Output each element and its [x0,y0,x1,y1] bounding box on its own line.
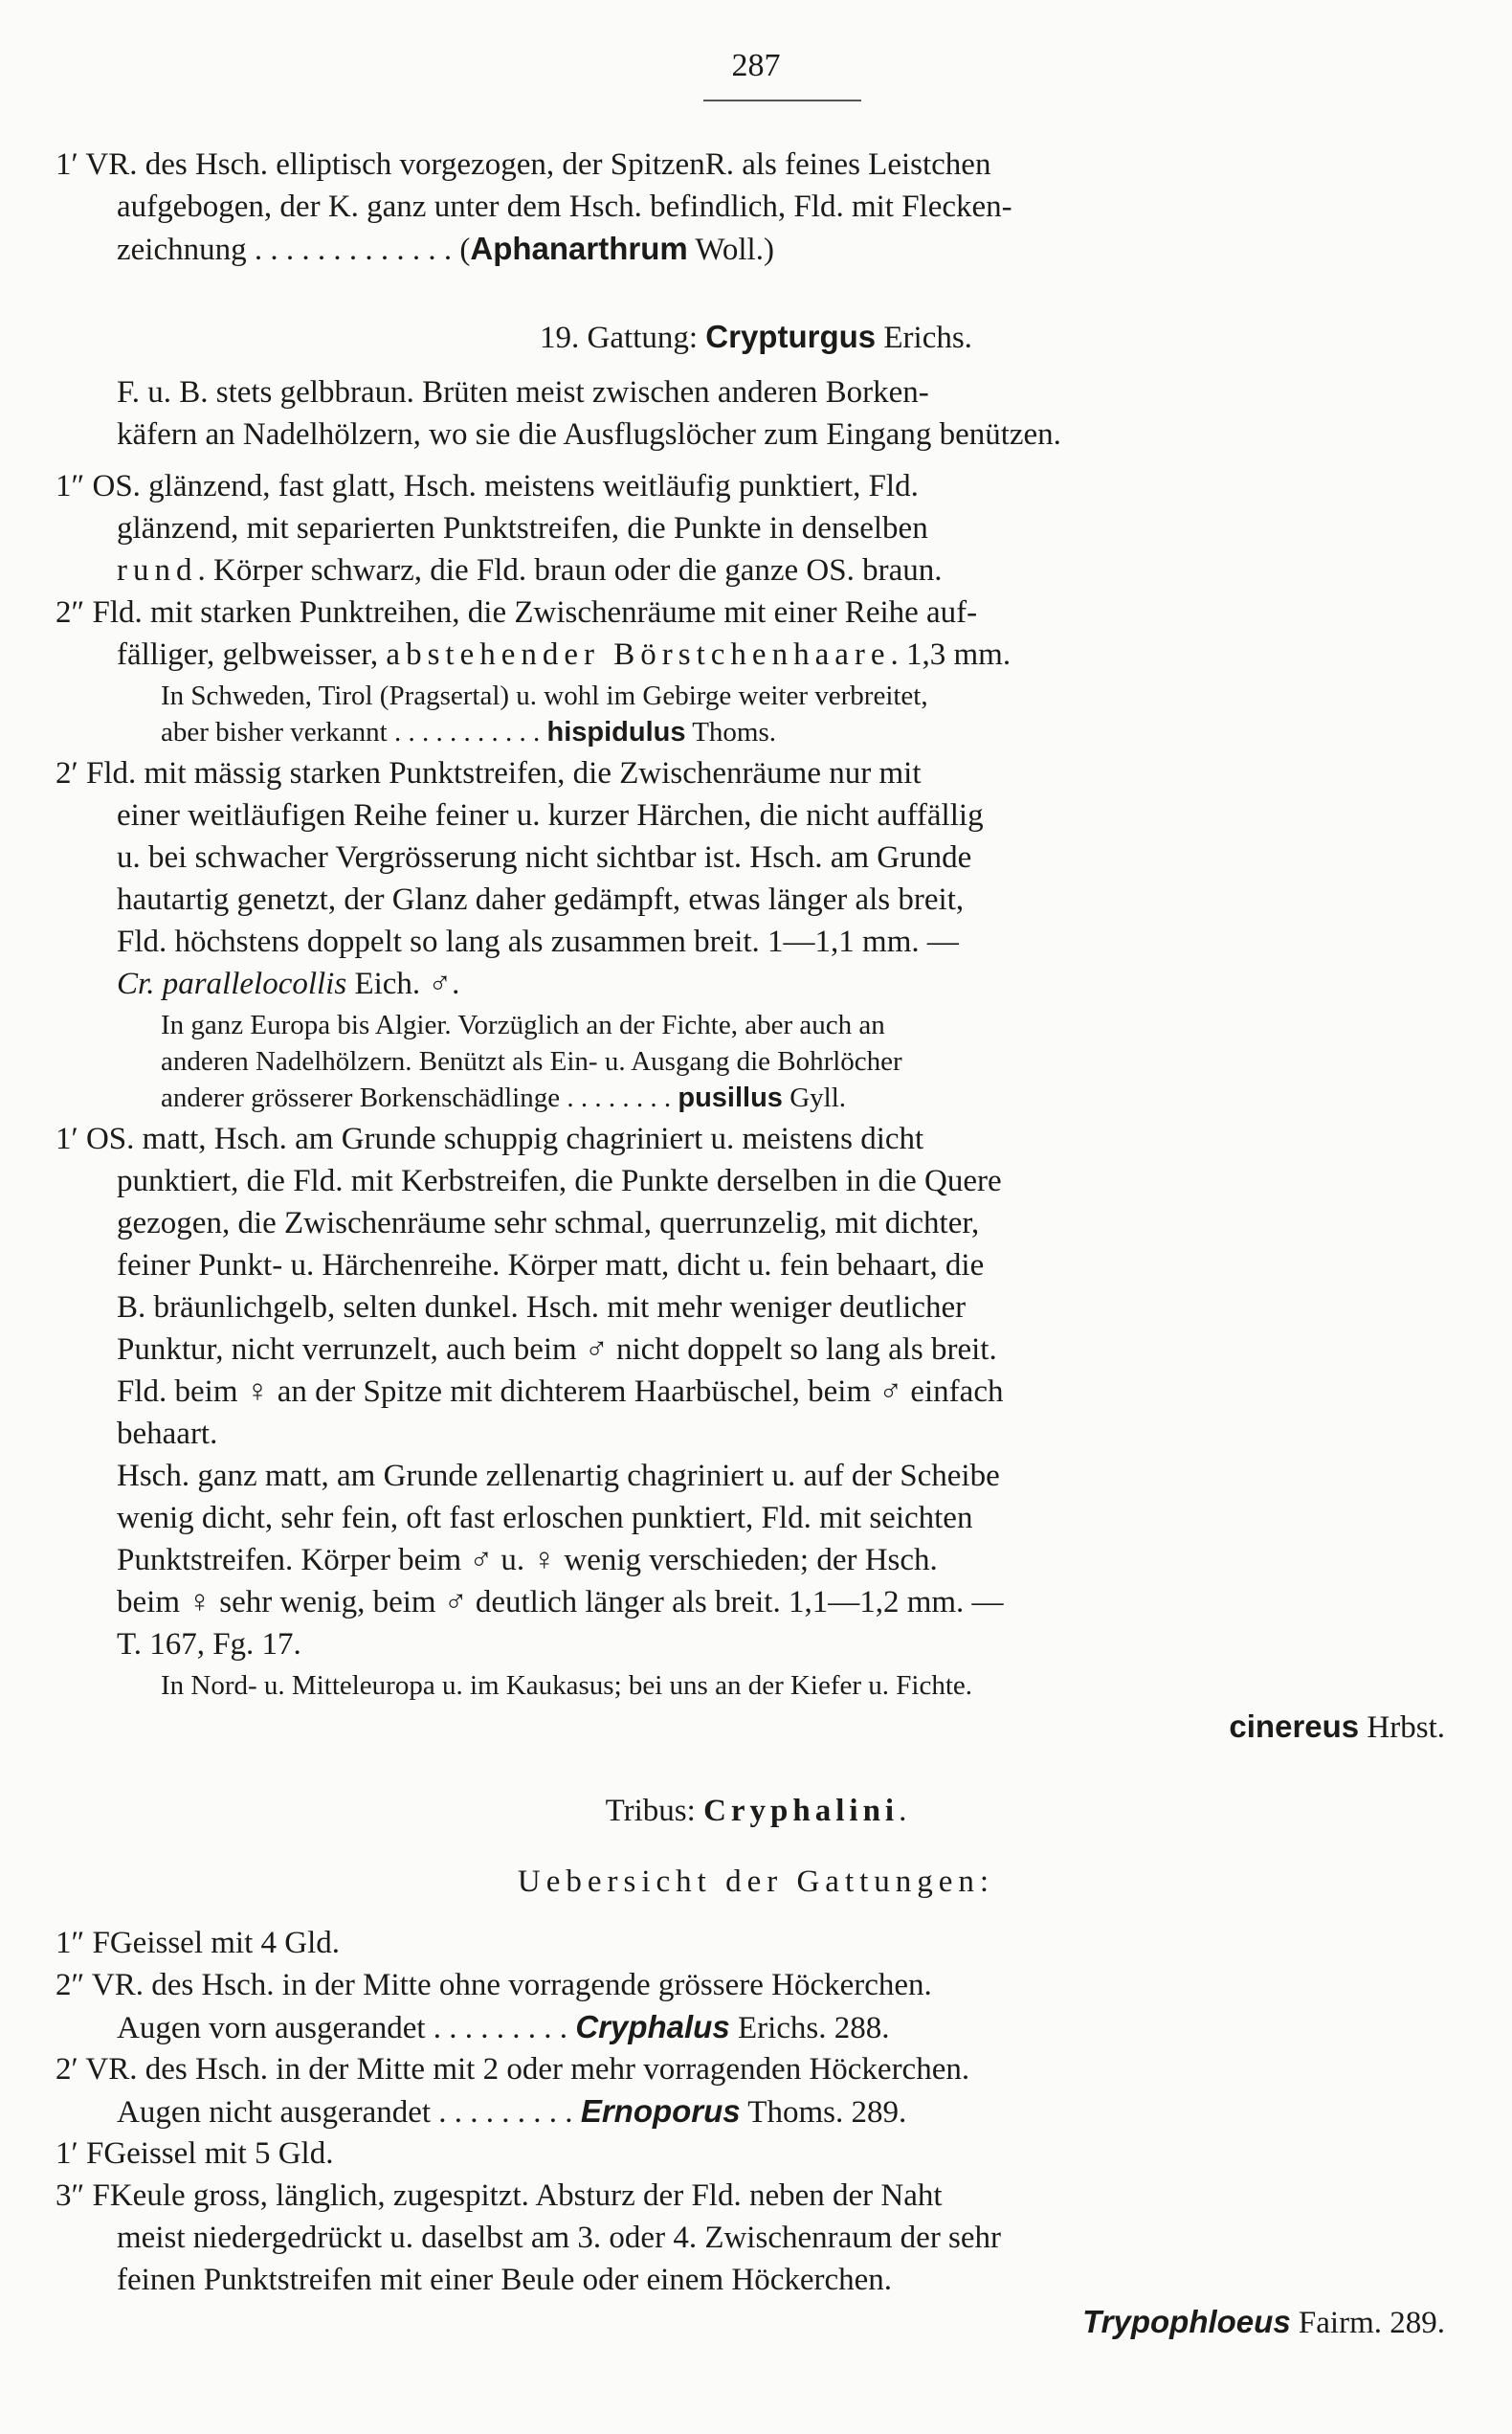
text-run: 3″ FKeule gross, länglich, zugespitzt. Absturz der Fld. neben der Naht [56,2178,943,2213]
text-line [117,921,959,963]
text-line [161,714,776,750]
text-line [117,1623,301,1665]
taxon-name: Crypturgus [705,319,877,354]
text-line [161,1080,846,1116]
text-run: u. bei schwacher Vergrösserung nicht sichtbar ist. Hsch. am Grunde [117,840,972,875]
text-run: . 1,3 mm. [890,637,1012,672]
text-run: Augen vorn ausgerandet . . . . . . . . . [117,2011,576,2045]
text-line [161,1667,972,1704]
text-line [117,186,1012,228]
taxon-name: pusillus [678,1083,783,1113]
text-line [117,371,929,413]
taxon-name: Ernoporus [580,2093,741,2129]
text-run: 1″ OS. glänzend, fast glatt, Hsch. meistens weitläufig punktiert, Fld. [56,469,919,503]
text-line [117,1160,1002,1202]
text-line [117,413,1061,456]
text-run: In Schweden, Tirol (Pragsertal) u. wohl im Gebirge weiter verbreitet, [161,681,928,711]
text-line [117,2090,906,2133]
text-line [0,1861,1512,1903]
text-run: beim ♀ sehr wenig, beim ♂ deutlich länger als breit. 1,1—1,2 mm. — [117,1585,1004,1619]
text-run: rund [117,553,198,588]
text-run: Fairm. 289. [1290,2306,1445,2340]
taxon-name: Aphanarthrum [470,231,688,266]
text-run: 2″ Fld. mit starken Punktreihen, die Zwischenräume mit einer Reihe auf- [56,595,978,630]
text-run: aber bisher verkannt . . . . . . . . . . . [161,717,547,748]
text-run: 1′ OS. matt, Hsch. am Grunde schuppig chagriniert u. meistens dicht [56,1122,924,1156]
text-run: fälliger, gelbweisser, [117,637,387,672]
text-line [117,794,984,837]
text-run: Hsch. ganz matt, am Grunde zellenartig chagriniert u. auf der Scheibe [117,1459,1000,1493]
text-run: Erichs. [876,321,972,355]
text-line [117,1244,984,1286]
text-run: 2′ VR. des Hsch. in der Mitte mit 2 oder mehr vorragenden Höckerchen. [56,2052,970,2087]
taxon-name: cinereus [1229,1708,1360,1744]
text-line [117,1455,1000,1497]
text-line [56,2175,943,2217]
text-line [0,316,1512,359]
text-line [117,879,964,921]
text-line [56,1922,340,1964]
text-run: Punktstreifen. Körper beim ♂ u. ♀ wenig verschieden; der Hsch. [117,1543,938,1577]
text-run: anderer grösserer Borkenschädlinge . . . . . . . . [161,1083,678,1113]
text-line [117,1497,972,1539]
text-line [117,1286,966,1329]
text-line [117,1539,938,1581]
taxon-name: hispidulus [546,717,686,748]
taxon-name: Trypophloeus [1082,2304,1291,2339]
text-run: Eich. ♂. [346,967,460,1001]
text-run: In ganz Europa bis Algier. Vorzüglich an der Fichte, aber auch an [161,1010,885,1040]
text-run: meist niedergedrückt u. daselbst am 3. oder 4. Zwischenraum der sehr [117,2221,1002,2255]
text-run: Hrbst. [1359,1710,1445,1745]
text-run: behaart. [117,1417,218,1451]
page-number-rule [703,100,861,101]
text-line [1082,2301,1445,2344]
text-line [0,1790,1512,1832]
text-line [56,2133,333,2175]
text-run: feiner Punkt- u. Härchenreihe. Körper matt, dicht u. fein behaart, die [117,1248,985,1283]
text-line [56,592,977,634]
text-run: glänzend, mit separierten Punktstreifen, die Punkte in denselben [117,511,928,546]
text-line [161,1007,885,1043]
text-line [117,1413,217,1455]
text-run: F. u. B. stets gelbbraun. Brüten meist zwischen anderen Borken- [117,375,929,410]
text-line [56,752,922,794]
text-line [56,2048,969,2090]
text-run: Erichs. 288. [729,2011,890,2045]
text-run: Gyll. [782,1083,846,1113]
text-line [117,2006,890,2049]
text-run: Fld. höchstens doppelt so lang als zusammen breit. 1—1,1 mm. — [117,925,959,959]
text-run: 19. Gattung: [540,321,706,355]
text-run: 1′ FGeissel mit 5 Gld. [56,2136,334,2171]
text-line [117,837,971,879]
text-run: In Nord- u. Mitteleuropa u. im Kaukasus; bei uns an der Kiefer u. Fichte. [161,1670,973,1701]
text-line [117,228,774,271]
text-run: 2″ VR. des Hsch. in der Mitte ohne vorragende grössere Höckerchen. [56,1968,932,2002]
text-line [117,1371,1003,1413]
text-run: abstehender Börstchenhaare [386,637,891,672]
text-run: 1″ FGeissel mit 4 Gld. [56,1926,340,1960]
text-line [117,634,1011,676]
text-run: anderen Nadelhölzern. Benützt als Ein- u. Ausgang die Bohrlöcher [161,1046,902,1077]
text-line [56,1118,923,1160]
text-run: . Körper schwarz, die Fld. braun oder die ganze OS. braun. [197,553,943,588]
taxon-name: Cryphalus [575,2009,730,2044]
text-run: zeichnung . . . . . . . . . . . . . ( [117,233,471,267]
text-line [117,2217,1001,2259]
text-line [161,1043,902,1080]
text-run: . [899,1794,907,1828]
text-run: Augen nicht ausgerandet . . . . . . . . . [117,2095,581,2130]
text-run: Punktur, nicht verrunzelt, auch beim ♂ nicht doppelt so lang als breit. [117,1332,997,1367]
text-line [56,144,990,186]
text-line [161,678,928,714]
text-run: 2′ Fld. mit mässig starken Punktstreifen, die Zwischenräume nur mit [56,756,922,791]
text-run: Thoms. [685,717,777,748]
text-line [117,549,943,592]
text-run: wenig dicht, sehr fein, oft fast erloschen punktiert, Fld. mit seichten [117,1501,973,1535]
text-line [117,963,459,1005]
text-line [1229,1706,1445,1749]
text-run: Cryphalini [703,1794,900,1828]
text-run: einer weitläufigen Reihe feiner u. kurzer Härchen, die nicht auffällig [117,798,984,833]
text-run: B. bräunlichgelb, selten dunkel. Hsch. mit mehr weniger deutlicher [117,1290,967,1325]
text-run: hautartig genetzt, der Glanz daher gedämpft, etwas länger als breit, [117,882,965,917]
text-run: aufgebogen, der K. ganz unter dem Hsch. befindlich, Fld. mit Flecken- [117,190,1012,224]
page-number: 287 [731,48,781,83]
text-run: Woll.) [687,233,774,267]
text-line [117,2259,892,2301]
text-line [56,1964,932,2006]
text-run: punktiert, die Fld. mit Kerbstreifen, die Punkte derselben in die Quere [117,1164,1002,1198]
text-line [117,1202,979,1244]
text-run: 1′ VR. des Hsch. elliptisch vorgezogen, der SpitzenR. als feines Leistchen [56,147,991,182]
text-run: feinen Punktstreifen mit einer Beule oder einem Höckerchen. [117,2263,893,2297]
text-line [117,1329,997,1371]
text-run: käfern an Nadelhölzern, wo sie die Ausflugslöcher zum Eingang benützen. [117,417,1061,452]
text-line [117,507,928,549]
text-line [117,1581,1004,1623]
text-run: T. 167, Fg. 17. [117,1627,301,1662]
text-run: Fld. beim ♀ an der Spitze mit dichterem Haarbüschel, beim ♂ einfach [117,1374,1004,1409]
text-run: Tribus: [605,1794,704,1828]
text-run: Uebersicht der Gattungen: [517,1865,995,1899]
text-line [56,465,919,507]
text-run: Cr. parallelocollis [117,967,347,1001]
text-run: Thoms. 289. [740,2095,907,2130]
text-run: gezogen, die Zwischenräume sehr schmal, querrunzelig, mit dichter, [117,1206,980,1240]
